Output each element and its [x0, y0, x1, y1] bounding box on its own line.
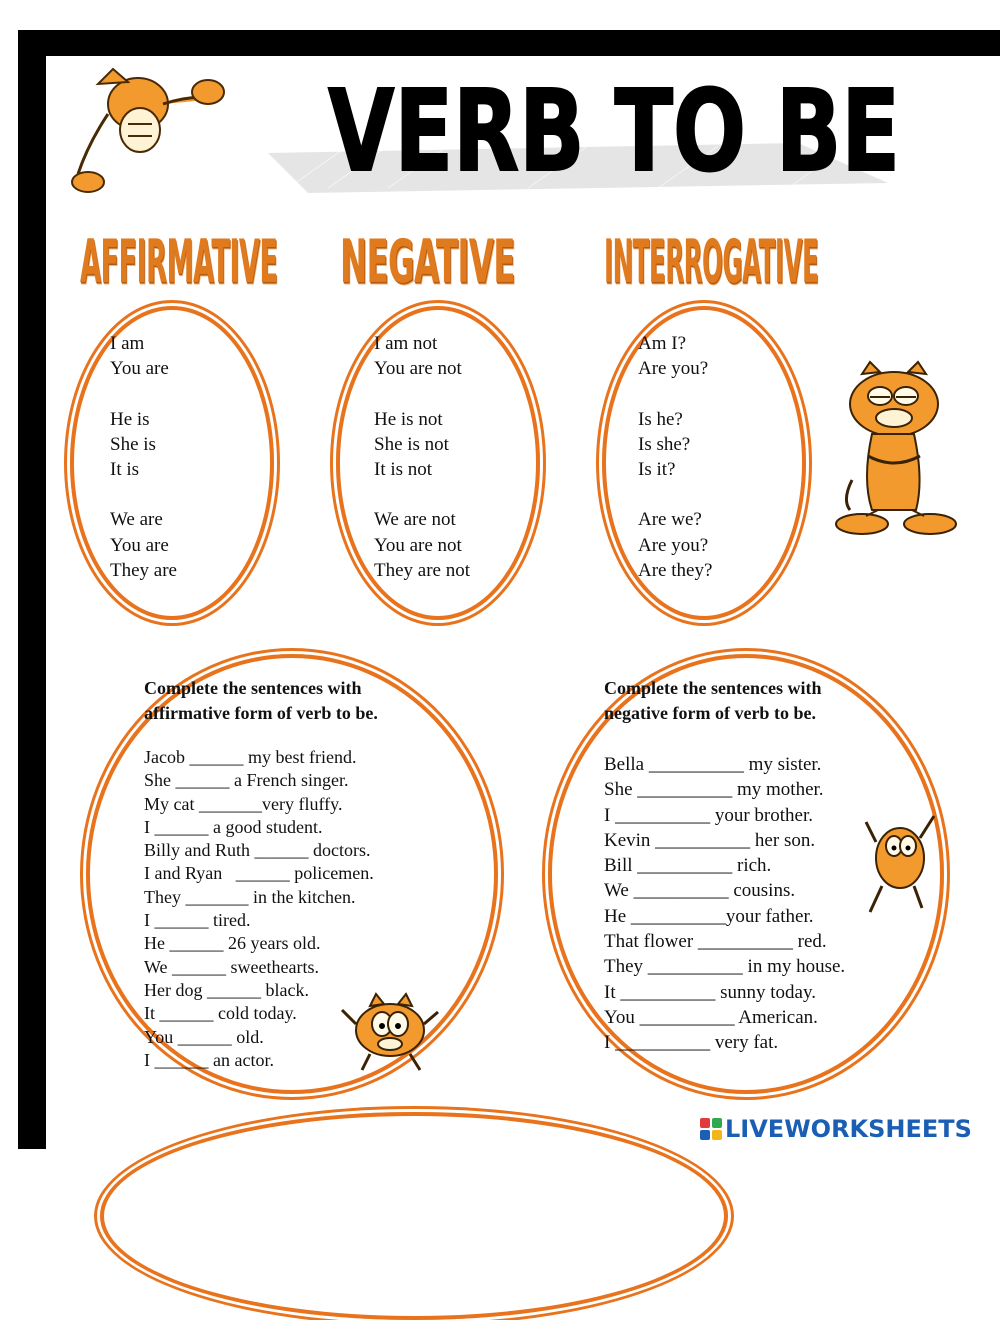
sentence-item: Jacob ______ my best friend.: [144, 747, 357, 767]
title-text: VERB TO BE: [328, 67, 900, 197]
sentence-item: We ______ sweethearts.: [144, 956, 319, 977]
affirmative-form-item: You are: [110, 358, 169, 380]
interrogative-form-gap: [638, 482, 712, 507]
liveworksheets-logo-icon: [700, 1118, 722, 1140]
garfield-leaping-icon: [862, 808, 940, 918]
interrogative-form-item: Is it?: [638, 458, 676, 480]
brand-text: LIVEWORKSHEETS: [725, 1115, 972, 1143]
affirmative-form-item: It is: [110, 458, 140, 480]
sentence-item: Bill __________ rich.: [604, 855, 772, 877]
sentence-item: Her dog ______ black.: [144, 979, 309, 1000]
bottom-box: [100, 1112, 728, 1320]
sentence-item: She ______ a French singer.: [144, 770, 349, 791]
affirmative-form-item: I am: [110, 333, 145, 354]
negative-form-item: He is not: [374, 408, 443, 430]
affirmative-form-gap: [110, 482, 177, 507]
worksheet-title: [328, 58, 908, 198]
sentence-item: You ______ old.: [144, 1026, 264, 1047]
exercise-negative-sentences: [604, 752, 845, 1056]
sentence-item: It ______ cold today.: [144, 1003, 297, 1024]
affirmative-form-gap: [110, 381, 177, 406]
heading-negative: NEGATIVE: [340, 228, 515, 297]
sentence-item: I ______ an actor.: [144, 1049, 274, 1070]
interrogative-form-item: Are they?: [638, 559, 713, 581]
heading-interrogative: INTERROGATIVE: [604, 228, 819, 297]
negative-form-item: They are not: [374, 559, 471, 581]
sentence-item: They _______ in the kitchen.: [144, 886, 356, 907]
negative-form-item: We are not: [374, 509, 456, 531]
affirmative-forms-list: [110, 331, 177, 583]
sentence-item: I __________ very fat.: [604, 1032, 779, 1054]
sentence-item: Bella __________ my sister.: [604, 754, 822, 775]
affirmative-form-item: He is: [110, 408, 150, 430]
sentence-item: My cat _______very fluffy.: [144, 793, 343, 814]
negative-form-item: I am not: [374, 333, 438, 354]
sentence-item: They __________ in my house.: [604, 956, 846, 978]
exercise-affirmative-instruction-2: affirmative form of verb to be.: [144, 703, 378, 723]
sentence-item: I __________ your brother.: [604, 804, 813, 826]
negative-form-gap: [374, 482, 470, 507]
garfield-jumping-icon: [340, 990, 440, 1074]
sentence-item: She __________ my mother.: [604, 779, 824, 801]
interrogative-form-item: Am I?: [638, 333, 687, 354]
sentence-item: He __________your father.: [604, 905, 814, 927]
exercise-negative-instruction-2: negative form of verb to be.: [604, 703, 816, 723]
liveworksheets-brand: [700, 1114, 972, 1144]
interrogative-form-item: Is he?: [638, 408, 683, 430]
exercise-affirmative-instruction-1: Complete the sentences with: [144, 678, 362, 698]
affirmative-form-item: She is: [110, 433, 156, 455]
interrogative-form-item: Are we?: [638, 509, 702, 531]
negative-form-item: You are not: [374, 358, 462, 380]
sentence-item: I ______ a good student.: [144, 816, 323, 837]
negative-form-gap: [374, 381, 470, 406]
interrogative-forms-list: [638, 331, 712, 583]
sentence-item: You __________ American.: [604, 1006, 818, 1028]
affirmative-form-item: They are: [110, 559, 177, 581]
garfield-hanging-icon: [68, 64, 228, 194]
sentence-item: I ______ tired.: [144, 910, 251, 931]
negative-forms-list: [374, 331, 470, 583]
negative-form-item: You are not: [374, 534, 462, 556]
heading-affirmative: AFFIRMATIVE: [80, 228, 278, 297]
affirmative-form-item: You are: [110, 534, 169, 556]
garfield-standing-icon: [832, 360, 958, 540]
negative-form-item: It is not: [374, 458, 433, 480]
affirmative-form-item: We are: [110, 509, 163, 531]
exercise-negative-instruction-1: Complete the sentences with: [604, 678, 822, 698]
sentence-item: We __________ cousins.: [604, 880, 796, 902]
sentence-item: That flower __________ red.: [604, 931, 827, 953]
sentence-item: Billy and Ruth ______ doctors.: [144, 840, 371, 861]
sentence-item: He ______ 26 years old.: [144, 933, 321, 954]
interrogative-form-gap: [638, 381, 712, 406]
sentence-item: I and Ryan ______ policemen.: [144, 863, 374, 884]
interrogative-form-item: Are you?: [638, 358, 709, 380]
interrogative-form-item: Is she?: [638, 433, 691, 455]
sentence-item: It __________ sunny today.: [604, 981, 816, 1003]
sentence-item: Kevin __________ her son.: [604, 829, 816, 851]
interrogative-form-item: Are you?: [638, 534, 709, 556]
negative-form-item: She is not: [374, 433, 449, 455]
